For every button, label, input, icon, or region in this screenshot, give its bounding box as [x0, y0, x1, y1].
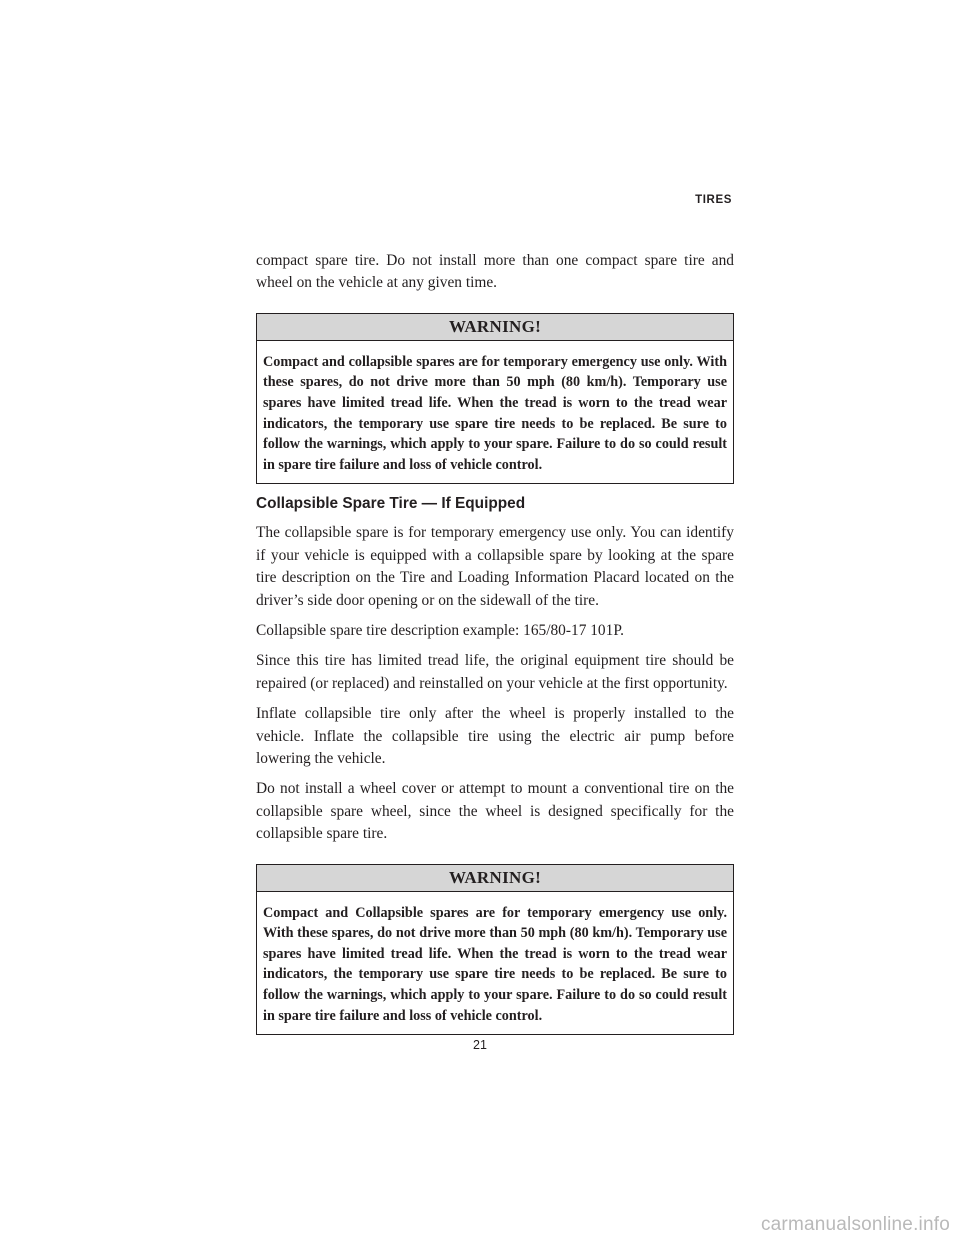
warning-box — [256, 313, 734, 485]
warning-title: WARNING! — [257, 865, 733, 892]
body-paragraph: The collapsible spare is for temporary emergency use only. You can identify if your vehicle is equipped with a collapsible spare by looking at the spare tire description on the Tire and Loading Information Placard located on the driver’s side door opening or on the sidewall of the tire. — [256, 524, 734, 609]
page-number: 21 — [473, 1038, 487, 1052]
warning-title: WARNING! — [257, 314, 733, 341]
body-paragraph: Since this tire has limited tread life, the original equipment tire should be repaired (or replaced) and reinstalled on your vehicle at the first opportunity. — [256, 652, 734, 692]
warning-text: Compact and collapsible spares are for temporary emergency use only. With these spares, do not drive more than 50 mph (80 km/h). Temporary use spares have limited tread life. When the tread is worn to the tread wear indicators, the temporary use spare tire needs to be replaced. Be sure to follow the warnings, which apply to your spare. Failure to do so could result in spare tire failure and loss of vehicle control. — [263, 353, 727, 473]
watermark-text: carmanualsonline.info — [760, 1214, 950, 1235]
body-paragraph: Inflate collapsible tire only after the wheel is properly installed to the vehicle. Inflate the collapsible tire using the electric air pump before lowering the vehicle. — [256, 705, 734, 768]
warning-box — [256, 864, 734, 1036]
warning-text: Compact and Collapsible spares are for temporary emergency use only. With these spares, do not drive more than 50 mph (80 km/h). Temporary use spares have limited tread life. When the tread is worn to the tread wear indicators, the temporary use spare tire needs to be replaced. Be sure to follow the warnings, which apply to your spare. Failure to do so could result in spare tire failure and loss of vehicle control. — [263, 904, 727, 1024]
body-paragraph: Do not install a wheel cover or attempt to mount a conventional tire on the collapsible spare wheel, since the wheel is designed specifically for the collapsible spare tire. — [256, 780, 734, 843]
page-content — [256, 250, 734, 1045]
intro-paragraph: compact spare tire. Do not install more than one compact spare tire and wheel on the vehicle at any given time. — [256, 252, 734, 292]
section-subheading: Collapsible Spare Tire — If Equipped — [256, 495, 526, 513]
section-header: TIRES — [695, 194, 732, 206]
body-paragraph: Collapsible spare tire description example: 165/80-17 101P. — [256, 622, 625, 639]
